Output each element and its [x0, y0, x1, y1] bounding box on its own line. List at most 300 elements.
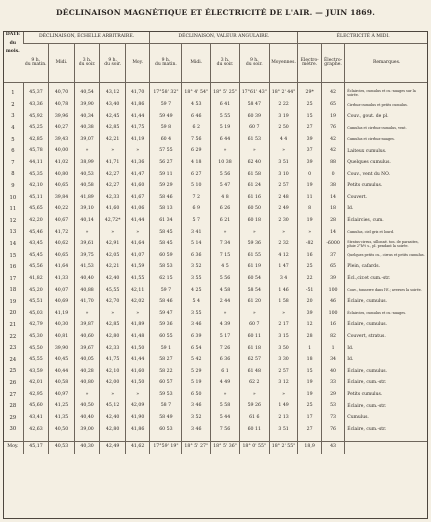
- value-cell: 60 4: [150, 134, 182, 146]
- col-header-midi: Midi.: [49, 44, 75, 83]
- value-cell: »: [74, 146, 100, 158]
- value-cell: 38: [321, 181, 344, 193]
- value-cell: 1: [321, 343, 344, 355]
- table-row: [3, 424, 428, 436]
- value-cell: 42,05: [100, 250, 126, 262]
- value-cell: 3 12: [269, 378, 298, 390]
- day-cell: 24: [9, 356, 17, 363]
- value-cell: 41,86: [125, 100, 150, 112]
- value-cell: 5 55: [211, 111, 240, 123]
- value-cell: »: [211, 227, 240, 239]
- value-cell: 1: [298, 343, 321, 355]
- value-cell: 17°61' 43": [239, 88, 269, 100]
- value-cell: 43,36: [23, 100, 49, 112]
- value-cell: 45,25: [23, 123, 49, 135]
- value-cell: 39: [298, 308, 321, 320]
- value-cell: 58 7: [150, 401, 182, 413]
- value-cell: 40,81: [49, 331, 75, 343]
- value-cell: 45,20: [23, 285, 49, 297]
- value-cell: 16: [321, 320, 344, 332]
- value-cell: 4 4: [269, 134, 298, 146]
- remark-cell: Écl.,cir.et cum.-str.: [345, 274, 428, 286]
- value-cell: 42,10: [23, 181, 49, 193]
- day-cell: 15: [9, 252, 17, 259]
- value-cell: 45,37: [23, 88, 49, 100]
- col-header-midi-angular: Midi.: [182, 44, 211, 83]
- value-cell: 28: [298, 331, 321, 343]
- value-cell: 41,64: [125, 239, 150, 251]
- group-header-scale: DÉCLINAISON, ÉCHELLE ARBITRAIRE.: [23, 31, 150, 44]
- value-cell: 7 34: [211, 239, 240, 251]
- value-cell: 42,85: [100, 123, 126, 135]
- value-cell: »: [269, 146, 298, 158]
- remark-cell: Couv., tonnerre dans l'E.; averses la soirée.: [345, 285, 428, 297]
- value-cell: 40,28: [74, 366, 100, 378]
- table-row: [3, 181, 428, 193]
- remark-cell: Cumulus, ciel gris et lourd.: [345, 227, 428, 239]
- value-cell: 6 39: [182, 331, 211, 343]
- value-cell: 6 54: [182, 343, 211, 355]
- value-cell: 42,10: [100, 366, 126, 378]
- value-cell: 5 17: [211, 331, 240, 343]
- value-cell: -51: [298, 285, 321, 297]
- value-cell: 41,48: [125, 331, 150, 343]
- value-cell: »: [269, 389, 298, 401]
- value-cell: 4 39: [211, 320, 240, 332]
- value-cell: 41,19: [125, 134, 150, 146]
- value-cell: 42,33: [100, 343, 126, 355]
- value-cell: 42,01: [23, 378, 49, 390]
- value-cell: 14: [321, 192, 344, 204]
- value-cell: 38,99: [74, 158, 100, 170]
- value-cell: 20: [298, 297, 321, 309]
- value-cell: 42,27: [100, 181, 126, 193]
- value-cell: 3 46: [182, 424, 211, 436]
- value-cell: 40,88: [74, 285, 100, 297]
- value-cell: 60 59: [150, 250, 182, 262]
- day-cell: 20: [9, 310, 17, 317]
- value-cell: 41,55: [125, 274, 150, 286]
- value-cell: 40,14: [74, 216, 100, 228]
- value-cell: 41,44: [125, 111, 150, 123]
- day-cell: 29: [9, 414, 17, 421]
- value-cell: 3 4: [269, 274, 298, 286]
- value-cell: 45,55: [23, 355, 49, 367]
- value-cell: 42,02: [125, 297, 150, 309]
- value-cell: »: [74, 227, 100, 239]
- value-cell: 3 19: [269, 111, 298, 123]
- value-cell: 2 17: [269, 320, 298, 332]
- day-cell: 11: [9, 206, 17, 213]
- value-cell: 59 36: [150, 320, 182, 332]
- value-cell: 61 18: [239, 343, 269, 355]
- value-cell: 4 25: [182, 285, 211, 297]
- value-cell: 40,65: [49, 250, 75, 262]
- remark-cell: Éclaire, cum.-str.: [345, 424, 428, 436]
- value-cell: 18° 4' 54": [182, 88, 211, 100]
- value-cell: 61 24: [239, 181, 269, 193]
- value-cell: 41,64: [49, 262, 75, 274]
- value-cell: 2 48: [269, 192, 298, 204]
- value-cell: 60 55: [150, 331, 182, 343]
- average-cell: 45,17: [23, 441, 49, 454]
- value-cell: 60 53: [150, 424, 182, 436]
- average-cell: 42,49: [100, 441, 126, 454]
- value-cell: 41,72: [49, 227, 75, 239]
- value-cell: 15: [298, 111, 321, 123]
- table-row: [3, 239, 428, 251]
- value-cell: 7 2: [182, 192, 211, 204]
- value-cell: 1 46: [269, 285, 298, 297]
- value-cell: 39: [321, 274, 344, 286]
- value-cell: 2 44: [211, 297, 240, 309]
- value-cell: 3 41: [182, 227, 211, 239]
- col-header-9h-soir: 9 h. du soir.: [100, 44, 126, 83]
- value-cell: 14: [321, 227, 344, 239]
- value-cell: 40,65: [49, 181, 75, 193]
- value-cell: 61 53: [239, 134, 269, 146]
- value-cell: 17: [298, 413, 321, 425]
- table-row: [3, 169, 428, 181]
- value-cell: 41,60: [125, 366, 150, 378]
- day-cell: 6: [11, 148, 15, 155]
- col-header-9h-soir-angular: 9 h. du soir.: [239, 44, 269, 83]
- value-cell: 42,20: [23, 216, 49, 228]
- value-cell: 29: [321, 389, 344, 401]
- value-cell: 61 58: [239, 169, 269, 181]
- col-header-3h-soir-angular: 3 h. du soir.: [211, 44, 240, 83]
- monthly-average-row: [3, 441, 428, 454]
- remark-cell: Éclaire, cum.-str.: [345, 378, 428, 390]
- day-cell: 28: [9, 403, 17, 410]
- table-row: [3, 250, 428, 262]
- day-cell: 8: [11, 171, 15, 178]
- value-cell: 2 30: [269, 216, 298, 228]
- table-row: [3, 123, 428, 135]
- day-cell: 9: [11, 182, 15, 189]
- remark-cell: Id.: [345, 355, 428, 367]
- remark-cell: Id.: [345, 343, 428, 355]
- day-cell: 30: [9, 426, 17, 433]
- value-cell: 40,40: [74, 413, 100, 425]
- value-cell: 41,89: [74, 192, 100, 204]
- date-header: DATE du mois.: [3, 31, 23, 83]
- value-cell: 45,51: [23, 297, 49, 309]
- average-cell: 40,30: [74, 441, 100, 454]
- remark-cell: Cumulus et cirrhus-nuages.: [345, 134, 428, 146]
- value-cell: 0: [298, 169, 321, 181]
- value-cell: 41,60: [125, 181, 150, 193]
- value-cell: 6 41: [211, 100, 240, 112]
- table-row: [3, 343, 428, 355]
- value-cell: 19: [298, 378, 321, 390]
- value-cell: 42: [321, 146, 344, 158]
- value-cell: 3 52: [182, 262, 211, 274]
- value-cell: 5 42: [182, 355, 211, 367]
- value-cell: 2 32: [269, 239, 298, 251]
- value-cell: 41,33: [49, 274, 75, 286]
- value-cell: 76: [321, 123, 344, 135]
- value-cell: 6 29: [182, 146, 211, 158]
- value-cell: 40,62: [49, 239, 75, 251]
- value-cell: 59 36: [239, 239, 269, 251]
- value-cell: »: [100, 308, 126, 320]
- value-cell: 40,80: [74, 378, 100, 390]
- average-cell: 18° 5' 27": [182, 441, 211, 454]
- value-cell: 62 57: [239, 355, 269, 367]
- day-cell: 7: [11, 159, 15, 166]
- table-row: [3, 274, 428, 286]
- value-cell: 40,44: [49, 366, 75, 378]
- value-cell: 7 56: [182, 134, 211, 146]
- value-cell: 4 49: [211, 378, 240, 390]
- value-cell: 42,70: [100, 297, 126, 309]
- value-cell: 45,50: [23, 343, 49, 355]
- average-cell: 41,62: [125, 441, 150, 454]
- value-cell: 42,09: [125, 401, 150, 413]
- col-header-9h-matin-angular: 9 h. du matin.: [150, 44, 182, 83]
- value-cell: 5 4: [182, 297, 211, 309]
- value-cell: 58 27: [150, 355, 182, 367]
- value-cell: 45,11: [23, 192, 49, 204]
- value-cell: 17°58' 32": [150, 88, 182, 100]
- day-cell: 4: [11, 124, 15, 131]
- value-cell: 4 5: [211, 262, 240, 274]
- average-cell: 40,53: [49, 441, 75, 454]
- value-cell: 5 56: [211, 274, 240, 286]
- value-cell: 41,70: [74, 297, 100, 309]
- value-cell: 100: [321, 285, 344, 297]
- value-cell: »: [125, 146, 150, 158]
- value-cell: 1 47: [269, 262, 298, 274]
- value-cell: 61 6: [239, 413, 269, 425]
- value-cell: 6 1: [211, 366, 240, 378]
- value-cell: 43,59: [23, 366, 49, 378]
- day-cell: 27: [9, 391, 17, 398]
- value-cell: »: [125, 389, 150, 401]
- day-cell: 23: [9, 345, 17, 352]
- value-cell: 42,45: [100, 111, 126, 123]
- value-cell: 41,44: [125, 355, 150, 367]
- value-cell: 58 46: [150, 192, 182, 204]
- value-cell: 61 34: [150, 216, 182, 228]
- value-cell: 42,21: [100, 262, 126, 274]
- value-cell: 60 7: [239, 123, 269, 135]
- value-cell: 41,59: [125, 262, 150, 274]
- value-cell: 59 7: [150, 100, 182, 112]
- remark-cell: Quelques petits cu., cirrus et petits cumulus.: [345, 250, 428, 262]
- remark-cell: Éclaircies, cum.: [345, 216, 428, 228]
- value-cell: 3 46: [182, 320, 211, 332]
- table-row: [3, 146, 428, 158]
- value-cell: 60 11: [239, 424, 269, 436]
- value-cell: 7 26: [211, 343, 240, 355]
- value-cell: -82: [298, 239, 321, 251]
- value-cell: 39,90: [49, 343, 75, 355]
- value-cell: 42,11: [125, 285, 150, 297]
- remark-cell: Éclaire, cumulus.: [345, 297, 428, 309]
- day-cell: 1: [11, 90, 15, 97]
- value-cell: 2 50: [269, 123, 298, 135]
- remark-cell: Cumulus.: [345, 413, 428, 425]
- value-cell: 62 40: [239, 158, 269, 170]
- value-cell: 41,53: [74, 262, 100, 274]
- value-cell: 3 55: [182, 308, 211, 320]
- value-cell: 6 36: [182, 250, 211, 262]
- value-cell: 58 49: [150, 413, 182, 425]
- table-row: [3, 192, 428, 204]
- value-cell: 41,44: [125, 216, 150, 228]
- value-cell: 61 19: [239, 262, 269, 274]
- value-cell: 40,27: [49, 123, 75, 135]
- value-cell: 42,21: [100, 134, 126, 146]
- value-cell: 41,71: [100, 158, 126, 170]
- observation-table: [3, 31, 428, 454]
- value-cell: 45,92: [23, 111, 49, 123]
- value-cell: 62 2: [239, 378, 269, 390]
- value-cell: 42,40: [100, 413, 126, 425]
- value-cell: 4 58: [211, 285, 240, 297]
- col-header-moy: Moy.: [125, 44, 150, 83]
- value-cell: 41,25: [49, 401, 75, 413]
- day-cell: 5: [11, 136, 15, 143]
- value-cell: 4 53: [182, 100, 211, 112]
- value-cell: 8: [298, 204, 321, 216]
- value-cell: 40,69: [49, 297, 75, 309]
- value-cell: 39,90: [74, 100, 100, 112]
- value-cell: »: [239, 308, 269, 320]
- value-cell: 40,78: [49, 100, 75, 112]
- remark-cell: Petits cumulus.: [345, 389, 428, 401]
- value-cell: 39,43: [49, 134, 75, 146]
- value-cell: 39,87: [74, 320, 100, 332]
- value-cell: 37: [298, 146, 321, 158]
- value-cell: 1 49: [269, 401, 298, 413]
- value-cell: 100: [321, 308, 344, 320]
- value-cell: 60 18: [239, 216, 269, 228]
- remark-cell: Éclaire, cumulus.: [345, 320, 428, 332]
- value-cell: 40,53: [74, 169, 100, 181]
- table-row: [3, 413, 428, 425]
- value-cell: 40,07: [49, 285, 75, 297]
- value-cell: 42,80: [100, 331, 126, 343]
- value-cell: 18° 2' 44": [269, 88, 298, 100]
- value-cell: 5 19: [211, 123, 240, 135]
- value-cell: 53: [321, 401, 344, 413]
- value-cell: »: [100, 146, 126, 158]
- value-cell: 58 22: [150, 366, 182, 378]
- day-cell: 21: [9, 322, 17, 329]
- value-cell: 45,56: [23, 262, 49, 274]
- remark-cell: Petits cumulus.: [345, 181, 428, 193]
- value-cell: 42,95: [23, 389, 49, 401]
- value-cell: 45,46: [23, 227, 49, 239]
- value-cell: 41,60: [100, 204, 126, 216]
- average-cell: 18° 0' 55": [239, 441, 269, 454]
- value-cell: 41,50: [125, 378, 150, 390]
- value-cell: 39: [298, 134, 321, 146]
- table-row: [3, 262, 428, 274]
- table-row: [3, 297, 428, 309]
- value-cell: 42,00: [100, 378, 126, 390]
- value-cell: 65: [321, 262, 344, 274]
- value-cell: 5 29: [182, 366, 211, 378]
- value-cell: »: [239, 146, 269, 158]
- value-cell: »: [74, 389, 100, 401]
- value-cell: 2 57: [269, 366, 298, 378]
- value-cell: 40: [321, 366, 344, 378]
- value-cell: 40,67: [49, 216, 75, 228]
- table-row: [3, 331, 428, 343]
- value-cell: 6 44: [211, 134, 240, 146]
- value-cell: 2 22: [269, 100, 298, 112]
- remark-cell: Éclaire, cum.-str.: [345, 401, 428, 413]
- value-cell: 73: [321, 413, 344, 425]
- value-cell: 6 9: [182, 204, 211, 216]
- value-cell: 7 56: [211, 424, 240, 436]
- table-row: [3, 88, 428, 100]
- day-cell: 16: [9, 264, 17, 271]
- value-cell: 16: [298, 250, 321, 262]
- value-cell: »: [269, 308, 298, 320]
- value-cell: 39,84: [49, 192, 75, 204]
- value-cell: 60 7: [239, 320, 269, 332]
- value-cell: 59 7: [150, 285, 182, 297]
- value-cell: 40,30: [49, 320, 75, 332]
- value-cell: 40,34: [74, 111, 100, 123]
- value-cell: 41,82: [23, 274, 49, 286]
- value-cell: 5 56: [211, 169, 240, 181]
- value-cell: 42,91: [100, 239, 126, 251]
- value-cell: 61 48: [239, 366, 269, 378]
- value-cell: 3 15: [269, 331, 298, 343]
- value-cell: 45,78: [23, 146, 49, 158]
- value-cell: 7 15: [211, 250, 240, 262]
- table-row: [3, 355, 428, 367]
- value-cell: 6 21: [211, 216, 240, 228]
- value-cell: »: [74, 308, 100, 320]
- value-cell: »: [211, 146, 240, 158]
- value-cell: 5 10: [182, 181, 211, 193]
- value-cell: 3 10: [269, 169, 298, 181]
- value-cell: 41,75: [100, 355, 126, 367]
- col-header-electrographe: Électro- graphe.: [321, 44, 344, 83]
- value-cell: 41,19: [49, 308, 75, 320]
- value-cell: 3 50: [269, 343, 298, 355]
- value-cell: 42: [321, 88, 344, 100]
- value-cell: 27: [298, 123, 321, 135]
- value-cell: 40,80: [49, 169, 75, 181]
- value-cell: 57 55: [150, 146, 182, 158]
- value-cell: 22: [298, 274, 321, 286]
- table-row: [3, 308, 428, 320]
- col-header-3h-soir: 3 h. du soir.: [74, 44, 100, 83]
- average-cell: 43: [321, 441, 344, 454]
- value-cell: 41,02: [49, 158, 75, 170]
- average-cell: 18° 5' 36": [211, 441, 240, 454]
- value-cell: 41,70: [125, 88, 150, 100]
- col-header-electrometre: Electro- mètre.: [298, 44, 321, 83]
- value-cell: 44,11: [23, 158, 49, 170]
- value-cell: 2 57: [269, 181, 298, 193]
- value-cell: 59 1: [150, 343, 182, 355]
- value-cell: 5 14: [182, 239, 211, 251]
- value-cell: 43,40: [100, 100, 126, 112]
- remark-cell: Éclaire, cumulus.: [345, 366, 428, 378]
- value-cell: 40,05: [74, 355, 100, 367]
- value-cell: 41,75: [125, 123, 150, 135]
- value-cell: 15: [298, 366, 321, 378]
